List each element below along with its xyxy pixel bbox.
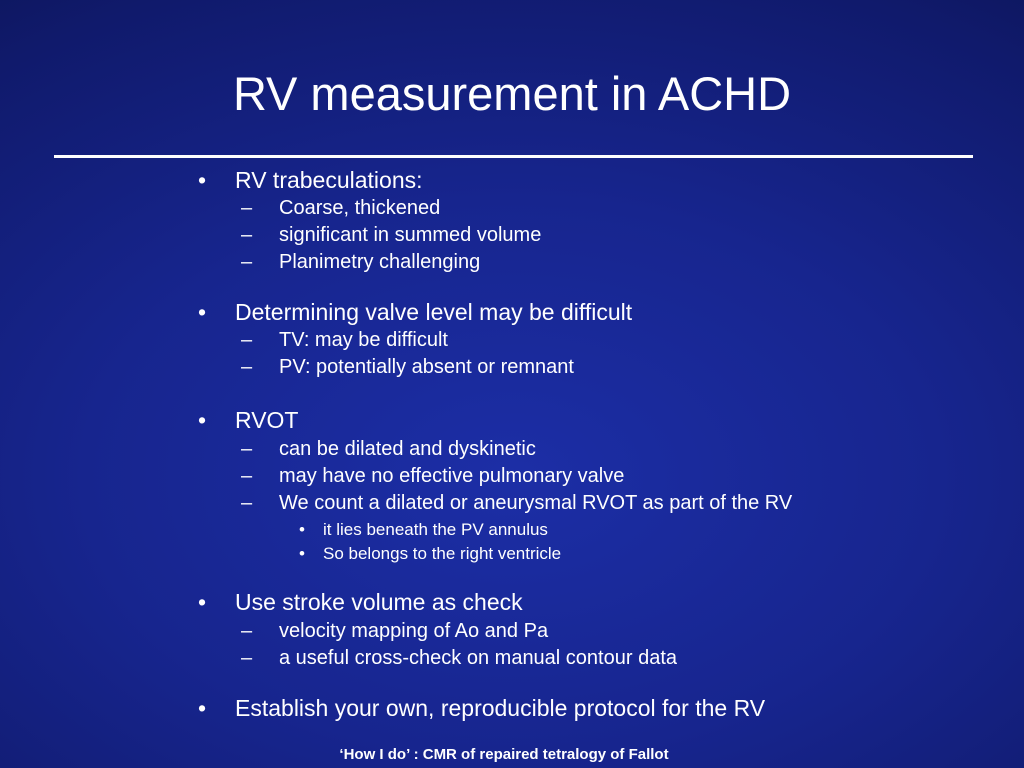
bullet-marker: •: [198, 589, 207, 615]
dash-marker: –: [241, 329, 253, 351]
bullet-marker: •: [198, 299, 207, 325]
dash-marker: –: [241, 438, 253, 460]
small-bullet-marker: •: [299, 544, 305, 563]
bullet-marker: •: [198, 407, 207, 433]
sub-sub-bullet-text: So belongs to the right ventricle: [323, 544, 562, 563]
slide-footer: ‘How I do’ : CMR of repaired tetralogy of Fallot: [339, 746, 669, 763]
sub-bullet-text: a useful cross-check on manual contour data: [279, 647, 677, 669]
sub-bullet-text: TV: may be difficult: [279, 329, 448, 351]
sub-bullet-text: We count a dilated or aneurysmal RVOT as part of the RV: [279, 492, 793, 514]
dash-marker: –: [241, 492, 253, 514]
sub-bullet-text: significant in summed volume: [279, 224, 542, 246]
sub-bullet-text: Coarse, thickened: [279, 197, 441, 219]
sub-bullet-text: PV: potentially absent or remnant: [279, 356, 574, 378]
sub-bullet-text: may have no effective pulmonary valve: [279, 465, 625, 487]
sub-sub-bullet-text: it lies beneath the PV annulus: [323, 520, 548, 539]
slide-title: RV measurement in ACHD: [232, 67, 792, 120]
dash-marker: –: [241, 251, 253, 273]
sub-bullet-text: can be dilated and dyskinetic: [279, 438, 536, 460]
bullet-text: Use stroke volume as check: [235, 589, 523, 615]
dash-marker: –: [241, 197, 253, 219]
bullet-marker: •: [198, 167, 207, 193]
sub-bullet-text: velocity mapping of Ao and Pa: [279, 620, 549, 642]
bullet-text: RV trabeculations:: [235, 167, 423, 193]
dash-marker: –: [241, 224, 253, 246]
sub-bullet-text: Planimetry challenging: [279, 251, 481, 273]
bullet-text: Establish your own, reproducible protocol for the RV: [235, 695, 766, 721]
dash-marker: –: [241, 620, 253, 642]
dash-marker: –: [241, 647, 253, 669]
bullet-marker: •: [198, 695, 207, 721]
bullet-text: RVOT: [235, 407, 299, 433]
dash-marker: –: [241, 356, 253, 378]
bullet-text: Determining valve level may be difficult: [235, 299, 633, 325]
dash-marker: –: [241, 465, 253, 487]
small-bullet-marker: •: [299, 520, 305, 539]
